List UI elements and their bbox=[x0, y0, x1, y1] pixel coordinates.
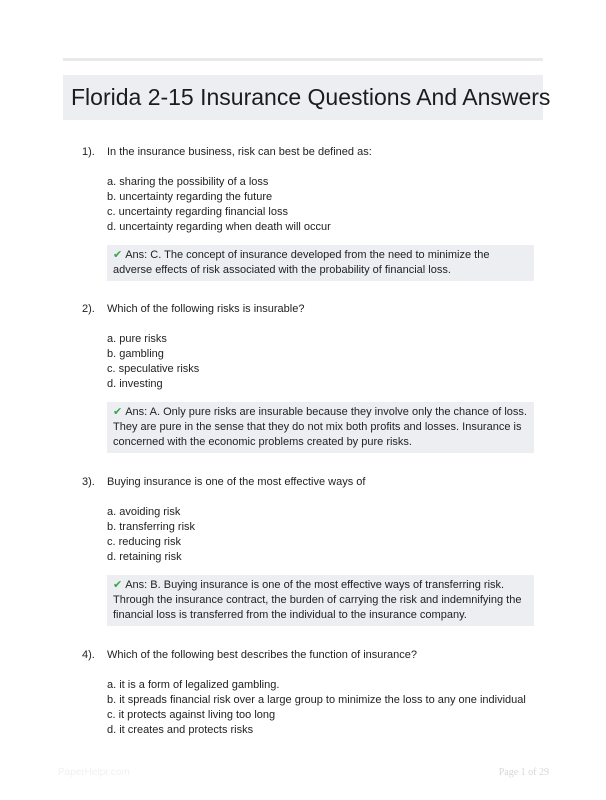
option-d: d. uncertainty regarding when death will occur bbox=[107, 221, 331, 233]
question-number: 1). bbox=[82, 146, 95, 158]
title-banner bbox=[63, 75, 551, 120]
options-list bbox=[107, 175, 331, 235]
option-b: b. it spreads financial risk over a large group to minimize the loss to any one individual bbox=[107, 694, 526, 706]
options-list bbox=[107, 505, 195, 565]
question-text: Which of the following best describes the function of insurance? bbox=[107, 649, 418, 661]
options-list bbox=[107, 678, 526, 738]
option-a: a. pure risks bbox=[107, 333, 167, 345]
answer-text: Ans: B. Buying insurance is one of the most effective ways of transferring risk. Through the insurance contract, the burden of carrying the risk and indemnifying the financial loss is transferred from the individual to the insurance company. bbox=[113, 579, 522, 621]
question-number: 4). bbox=[82, 649, 95, 661]
answer-text: Ans: C. The concept of insurance developed from the need to minimize the adverse effects of risk associated with the probability of financial loss. bbox=[113, 249, 490, 276]
question-text: Buying insurance is one of the most effective ways of bbox=[107, 476, 366, 488]
option-c: c. uncertainty regarding financial loss bbox=[107, 206, 288, 218]
option-a: a. it is a form of legalized gambling. bbox=[107, 679, 280, 691]
check-icon: ✔ bbox=[113, 406, 123, 418]
page-indicator: Page 1 of 29 bbox=[498, 767, 549, 778]
question-text: In the insurance business, risk can best be defined as: bbox=[107, 146, 372, 158]
check-icon: ✔ bbox=[113, 579, 123, 591]
option-c: c. speculative risks bbox=[107, 363, 200, 375]
footer-site-watermark: PaperHelpr.com bbox=[58, 767, 130, 778]
answer-box bbox=[107, 245, 534, 281]
option-d: d. retaining risk bbox=[107, 551, 182, 563]
option-a: a. sharing the possibility of a loss bbox=[107, 176, 269, 188]
option-c: c. reducing risk bbox=[107, 536, 181, 548]
page-title: Florida 2-15 Insurance Questions And Answers bbox=[71, 84, 551, 110]
answer-box bbox=[107, 402, 534, 453]
question-number: 2). bbox=[82, 303, 95, 315]
option-a: a. avoiding risk bbox=[107, 506, 181, 518]
options-list bbox=[107, 332, 199, 392]
option-c: c. it protects against living too long bbox=[107, 709, 276, 721]
check-icon: ✔ bbox=[113, 249, 123, 261]
option-d: d. it creates and protects risks bbox=[107, 724, 254, 736]
option-d: d. investing bbox=[107, 378, 163, 390]
question-text: Which of the following risks is insurable? bbox=[107, 303, 305, 315]
header-divider bbox=[63, 58, 543, 61]
question-number: 3). bbox=[82, 476, 95, 488]
option-b: b. uncertainty regarding the future bbox=[107, 191, 273, 203]
answer-box bbox=[107, 575, 534, 626]
option-b: b. transferring risk bbox=[107, 521, 196, 533]
option-b: b. gambling bbox=[107, 348, 164, 360]
answer-text: Ans: A. Only pure risks are insurable because they involve only the chance of loss. They are pure in the sense that they do not mix both profits and losses. Insurance is concerned with the economic problems created by pure risks. bbox=[113, 406, 527, 448]
